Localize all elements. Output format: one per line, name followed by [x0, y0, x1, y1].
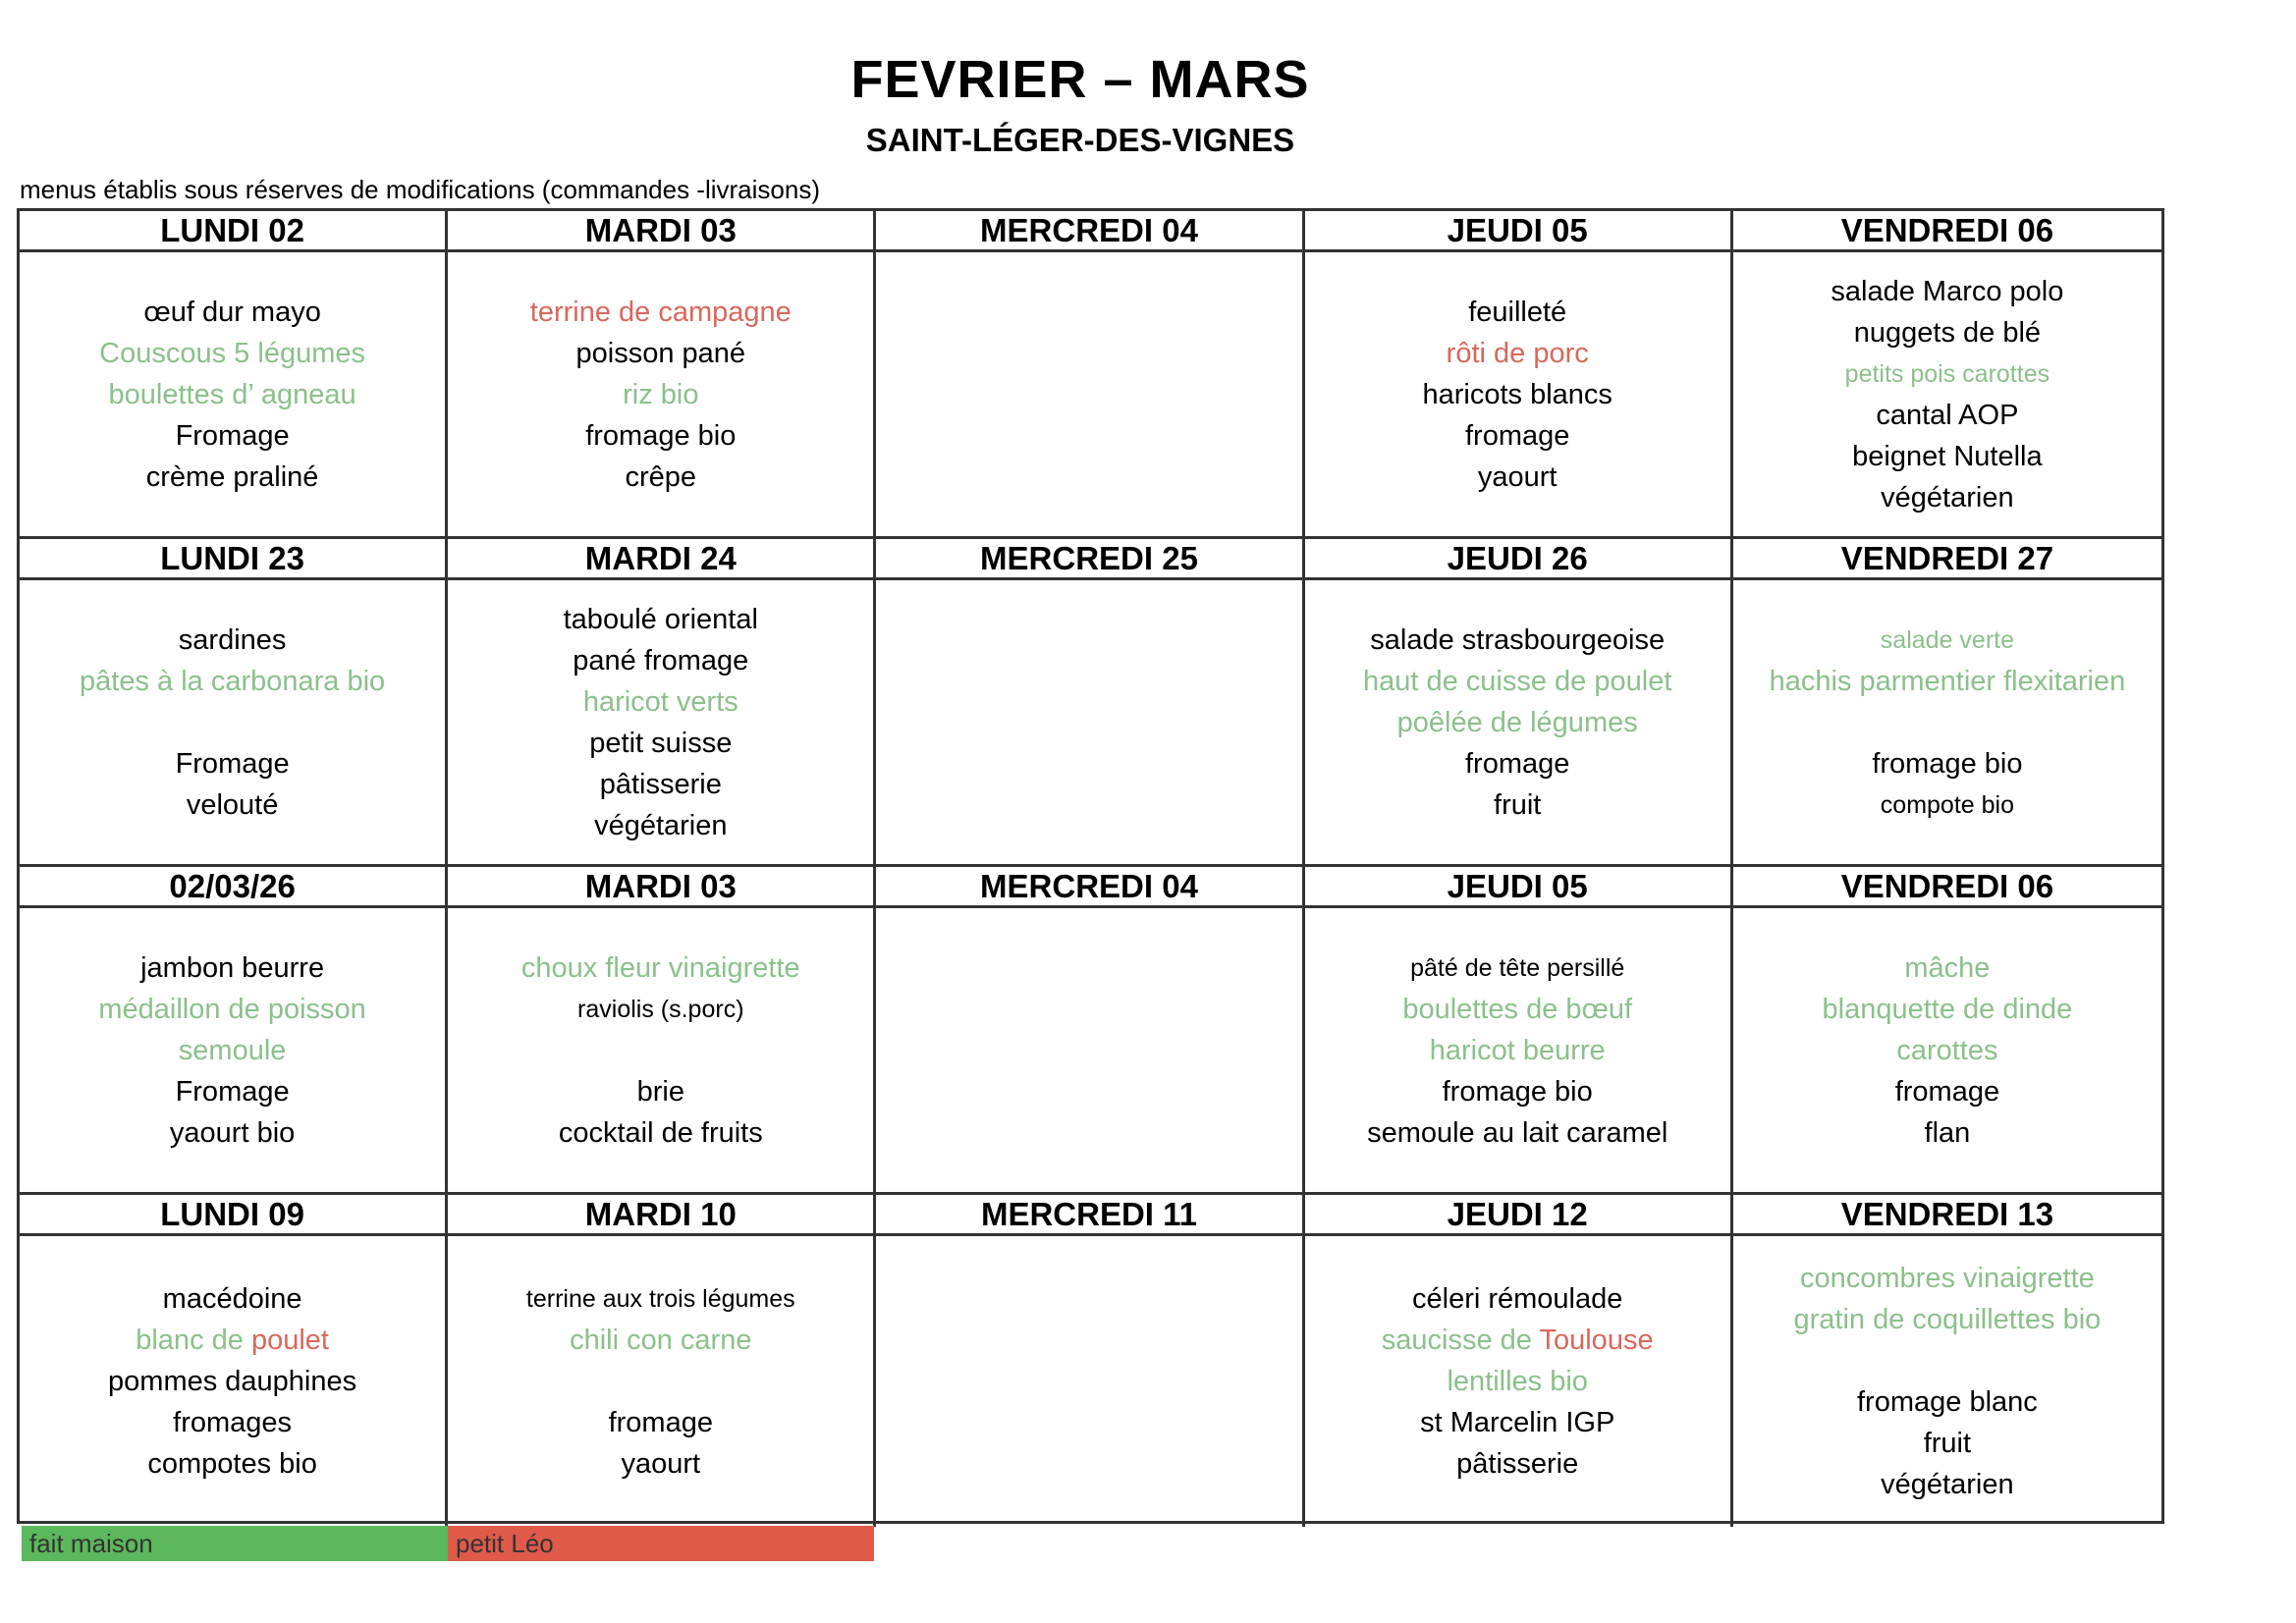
menu-item: fromage bio [1442, 1075, 1593, 1108]
menu-item: terrine de campagne [529, 296, 792, 328]
menu-item: Fromage [175, 419, 290, 452]
day-header: JEUDI 12 [1305, 1195, 1733, 1236]
menu-item: st Marcelin IGP [1420, 1407, 1615, 1438]
day-header: VENDREDI 06 [1733, 211, 2161, 252]
day-header: MARDI 24 [448, 539, 876, 580]
menu-item: Couscous 5 légumes [99, 337, 365, 369]
menu-item: pâtes à la carbonara bio [80, 665, 386, 697]
menu-item: carottes [1896, 1034, 1998, 1066]
menu-item: yaourt [1477, 460, 1558, 493]
disclaimer-note: menus établis sous réserves de modifications (commandes -livraisons) [20, 175, 820, 204]
menu-item: médaillon de poisson [98, 993, 366, 1025]
menu-item: fromage blanc [1857, 1386, 2038, 1418]
menu-cell [20, 252, 448, 539]
menu-cell [20, 1236, 448, 1527]
menu-item: Fromage [175, 747, 290, 780]
menu-item: petits pois carottes [1844, 359, 2050, 388]
menu-cell [1733, 580, 2161, 867]
menu-cell [1305, 908, 1733, 1195]
menu-item: terrine aux trois légumes [525, 1285, 795, 1313]
menu-cell-empty [876, 252, 1304, 539]
menu-item: fromage [1465, 419, 1570, 452]
menu-item: jambon beurre [140, 951, 325, 984]
day-header: VENDREDI 06 [1733, 867, 2161, 908]
menu-cell [448, 252, 876, 539]
menu-cell [20, 908, 448, 1195]
menu-item: pâtisserie [599, 768, 722, 800]
menu-item: poêlée de légumes [1396, 706, 1638, 738]
menu-item: taboulé oriental [563, 603, 758, 635]
menu-item: crème praliné [145, 460, 319, 493]
menu-item: rôti de porc [1446, 337, 1589, 369]
menu-cell [1733, 252, 2161, 539]
menu-item: semoule [178, 1034, 287, 1066]
menu-item: blanquette de dinde [1822, 993, 2073, 1025]
menu-item: yaourt [621, 1448, 701, 1480]
menu-cell-empty [876, 908, 1304, 1195]
menu-item: haricot beurre [1429, 1034, 1606, 1066]
page-subtitle: SAINT-LÉGER-DES-VIGNES [865, 122, 1295, 158]
menu-item: compotes bio [147, 1448, 317, 1480]
day-header: MARDI 03 [448, 867, 876, 908]
menu-cell [1733, 1236, 2161, 1527]
day-header: JEUDI 26 [1305, 539, 1733, 580]
menu-cell [448, 580, 876, 867]
menu-item: boulettes de bœuf [1402, 993, 1633, 1025]
menu-item: céleri rémoulade [1412, 1283, 1623, 1315]
menu-item: végétarien [1881, 1469, 2014, 1500]
day-header: MERCREDI 25 [876, 539, 1304, 580]
menu-item: fromage bio [585, 419, 737, 452]
menu-item: yaourt bio [169, 1116, 296, 1149]
day-header: MERCREDI 11 [876, 1195, 1304, 1236]
menu-item: haricots blancs [1422, 378, 1613, 410]
menu-cell [448, 908, 876, 1195]
menu-item: pâtisserie [1456, 1448, 1579, 1480]
menu-item: raviolis (s.porc) [577, 995, 744, 1023]
day-header: VENDREDI 27 [1733, 539, 2161, 580]
menu-item: fruit [1494, 788, 1542, 821]
menu-item: pâté de tête persillé [1410, 953, 1625, 982]
menu-item: chili con carne [570, 1325, 752, 1356]
menu-item: feuilleté [1468, 296, 1567, 328]
menu-item: fromage bio [1872, 747, 2023, 780]
menu-cell [1305, 580, 1733, 867]
menu-cell [1733, 908, 2161, 1195]
menu-cell-empty [876, 580, 1304, 867]
menu-grid [17, 208, 2164, 1524]
day-header: VENDREDI 13 [1733, 1195, 2161, 1236]
menu-item: mâche [1904, 951, 1991, 984]
menu-cell [20, 580, 448, 867]
menu-item: pommes dauphines [108, 1366, 357, 1397]
menu-item: crêpe [625, 460, 697, 493]
menu-item: velouté [186, 788, 279, 821]
menu-item: compote bio [1880, 790, 2014, 819]
menu-item: concombres vinaigrette [1799, 1263, 2095, 1294]
menu-item: petit suisse [589, 727, 733, 759]
menu-item: salade Marco polo [1831, 275, 2064, 307]
menu-item: saucisse de Toulouse [1381, 1325, 1654, 1356]
menu-item: lentilles bio [1447, 1366, 1588, 1397]
menu-item: végétarien [594, 809, 728, 841]
menu-item: fromages [173, 1407, 293, 1438]
menu-item: végétarien [1881, 481, 2014, 514]
day-header: MERCREDI 04 [876, 211, 1304, 252]
menu-item: nuggets de blé [1853, 316, 2042, 349]
menu-item: Fromage [175, 1075, 290, 1108]
menu-item: fromage [608, 1407, 713, 1438]
menu-item: beignet Nutella [1852, 440, 2043, 472]
day-header: LUNDI 02 [20, 211, 448, 252]
menu-item: gratin de coquillettes bio [1793, 1304, 2102, 1335]
day-header: LUNDI 09 [20, 1195, 448, 1236]
menu-item: sardines [178, 623, 287, 656]
menu-cell [448, 1236, 876, 1527]
day-header: JEUDI 05 [1305, 211, 1733, 252]
menu-item: salade verte [1880, 625, 2014, 654]
menu-item: haut de cuisse de poulet [1362, 665, 1672, 697]
menu-item: salade strasbourgeoise [1370, 623, 1666, 656]
menu-item: pané fromage [573, 644, 749, 676]
menu-item: boulettes d’ agneau [108, 378, 356, 410]
menu-item: brie [636, 1075, 684, 1108]
menu-item: fruit [1923, 1428, 1972, 1459]
menu-item: cantal AOP [1876, 399, 2019, 431]
menu-cell-empty [876, 1236, 1304, 1527]
menu-item: hachis parmentier flexitarien [1769, 665, 2126, 697]
legend-homemade: fait maison [22, 1526, 448, 1561]
day-header: LUNDI 23 [20, 539, 448, 580]
menu-item: blanc de poulet [136, 1325, 329, 1356]
menu-item: haricot verts [582, 685, 738, 718]
day-header: MARDI 10 [448, 1195, 876, 1236]
menu-item: cocktail de fruits [558, 1116, 763, 1149]
menu-item: riz bio [623, 378, 699, 410]
menu-item: poisson pané [575, 337, 746, 369]
menu-cell [1305, 252, 1733, 539]
menu-item: semoule au lait caramel [1367, 1116, 1668, 1149]
menu-item: fromage [1465, 747, 1570, 780]
day-header: JEUDI 05 [1305, 867, 1733, 908]
menu-item: fromage [1894, 1075, 2000, 1108]
menu-item: flan [1924, 1116, 1971, 1149]
menu-item: macédoine [162, 1283, 302, 1315]
day-header: MARDI 03 [448, 211, 876, 252]
legend-petit-leo: petit Léo [448, 1526, 874, 1561]
page-title: FEVRIER – MARS [850, 50, 1310, 109]
menu-item: choux fleur vinaigrette [520, 951, 800, 984]
day-header: 02/03/26 [20, 867, 448, 908]
menu-cell [1305, 1236, 1733, 1527]
menu-item: œuf dur mayo [143, 296, 321, 328]
day-header: MERCREDI 04 [876, 867, 1304, 908]
